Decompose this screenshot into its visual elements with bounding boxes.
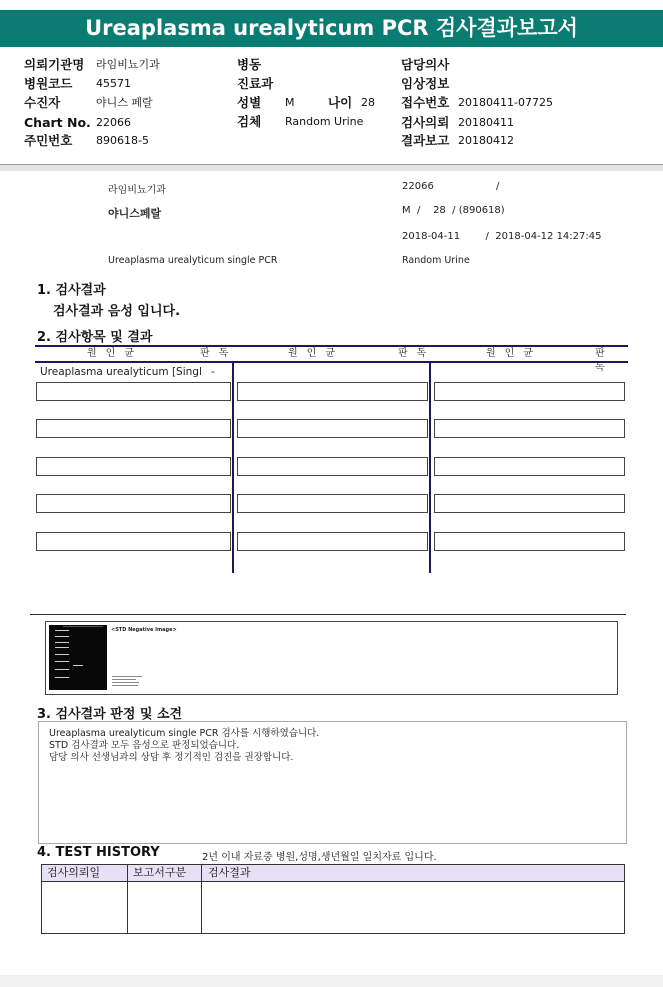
- chart-no-row: [24, 114, 131, 132]
- ward-label: 병동: [237, 57, 262, 72]
- result-cell: [434, 382, 625, 401]
- history-col-result: 검사결과: [208, 866, 251, 879]
- request-date-row: [401, 114, 514, 132]
- history-col-divider: [127, 865, 128, 933]
- clinic-row: [24, 56, 160, 74]
- section1-title: 1. 검사결과: [37, 283, 106, 298]
- specimen-row: [237, 113, 364, 131]
- result-cell: [237, 532, 428, 551]
- opinion-box: [38, 721, 627, 844]
- result-cell: [434, 494, 625, 513]
- gel-electrophoresis-image: [49, 625, 107, 690]
- chart-no-value: 22066: [96, 116, 131, 129]
- result-cell: [434, 457, 625, 476]
- result-cell: [36, 457, 231, 476]
- row1-judgment: -: [211, 366, 215, 378]
- history-col-report-type: 보고서구분: [133, 866, 187, 879]
- col-pathogen-2: 원인균: [288, 348, 344, 359]
- doctor-label: 담당의사: [401, 57, 450, 72]
- result-cell: [237, 419, 428, 438]
- opinion-line-3: 담당 의사 선생님과의 상담 후 정기적인 검진을 권장합니다.: [49, 752, 294, 763]
- summary-chart: 22066: [402, 181, 434, 192]
- dept-label: 진료과: [237, 76, 274, 91]
- resident-no-label: 주민번호: [24, 133, 73, 148]
- result-cell: [36, 419, 231, 438]
- resident-no-value: 890618-5: [96, 134, 149, 147]
- report-date-row: [401, 132, 514, 150]
- result-cell: [237, 494, 428, 513]
- report-date-label: 결과보고: [401, 133, 450, 148]
- history-col-request-date: 검사의뢰일: [47, 866, 101, 879]
- history-table-header: [42, 865, 624, 882]
- patient-row: [24, 94, 153, 112]
- col-judgment-2: 판독: [398, 348, 436, 359]
- hospital-code-label: 병원코드: [24, 76, 73, 91]
- table-divider-2: [429, 361, 431, 573]
- clinical-info-label: 임상정보: [401, 76, 450, 91]
- opinion-line-2: STD 검사결과 모두 음성으로 판정되었습니다.: [49, 740, 240, 751]
- result-cell: [237, 457, 428, 476]
- result-cell: [434, 419, 625, 438]
- summary-sex-age: M / 28 / (890618): [402, 205, 505, 216]
- hospital-code-value: 45571: [96, 77, 131, 90]
- receipt-no-label: 접수번호: [401, 95, 450, 110]
- col-pathogen-3: 원인균: [486, 348, 542, 359]
- clinic-value: 라임비뇨기과: [96, 58, 160, 71]
- report-date-value: 20180412: [458, 134, 514, 147]
- clinic-label: 의뢰기관명: [24, 57, 85, 72]
- summary-dates: 2018-04-11 / 2018-04-12 14:27:45: [402, 231, 602, 242]
- summary-clinic: 라임비뇨기과: [108, 185, 166, 196]
- request-date-label: 검사의뢰: [401, 115, 450, 130]
- sex-age-row: [237, 94, 375, 112]
- image-divider: [30, 614, 626, 615]
- history-col-divider: [201, 865, 202, 933]
- header-divider: [0, 165, 663, 171]
- history-note: 2년 이내 자료중 병원,성명,생년월일 일치자료 입니다.: [202, 852, 437, 863]
- receipt-no-row: [401, 94, 553, 112]
- history-table: [41, 864, 625, 934]
- gel-legend: [112, 674, 142, 688]
- specimen-label: 검체: [237, 114, 262, 129]
- section3-title: 3. 검사결과 판정 및 소견: [37, 707, 183, 722]
- report-title: Ureaplasma urealyticum PCR 검사결과보고서: [0, 10, 663, 47]
- section1-result: 검사결과 음성 입니다.: [53, 304, 181, 319]
- sex-value: M: [285, 96, 295, 109]
- col-judgment-1: 판독: [200, 348, 238, 359]
- resident-no-row: [24, 132, 149, 150]
- age-value: 28: [361, 96, 375, 109]
- section2-title: 2. 검사항목 및 결과: [37, 330, 153, 345]
- hospital-code-row: [24, 75, 131, 93]
- col-pathogen-1: 원인균: [87, 348, 143, 359]
- summary-slash: /: [496, 181, 500, 192]
- request-date-value: 20180411: [458, 116, 514, 129]
- col-judgment-3: 판독: [595, 348, 614, 373]
- age-label: 나이: [328, 95, 353, 110]
- result-cell: [36, 532, 231, 551]
- result-cell: [434, 532, 625, 551]
- opinion-line-1: Ureaplasma urealyticum single PCR 검사를 시행하였습니다.: [49, 728, 320, 739]
- specimen-value: Random Urine: [285, 115, 364, 128]
- patient-value: 야니스 페랄: [96, 96, 153, 109]
- section4-title: 4. TEST HISTORY: [37, 845, 160, 860]
- summary-test: Ureaplasma urealyticum single PCR: [108, 255, 278, 266]
- sex-label: 성별: [237, 95, 262, 110]
- result-cell: [36, 382, 231, 401]
- patient-header: [0, 52, 663, 165]
- chart-no-label: Chart No.: [24, 115, 91, 130]
- row1-pathogen: Ureaplasma urealyticum [Singl: [40, 366, 202, 378]
- result-cell: [36, 494, 231, 513]
- summary-patient: 야니스페랄: [108, 207, 162, 220]
- summary-specimen: Random Urine: [402, 255, 470, 266]
- table-divider-1: [232, 361, 234, 573]
- result-cell: [237, 382, 428, 401]
- gel-image-caption: <STD Negative Image>: [111, 627, 177, 633]
- patient-label: 수진자: [24, 95, 61, 110]
- receipt-no-value: 20180411-07725: [458, 96, 553, 109]
- gel-image-box: [45, 621, 618, 695]
